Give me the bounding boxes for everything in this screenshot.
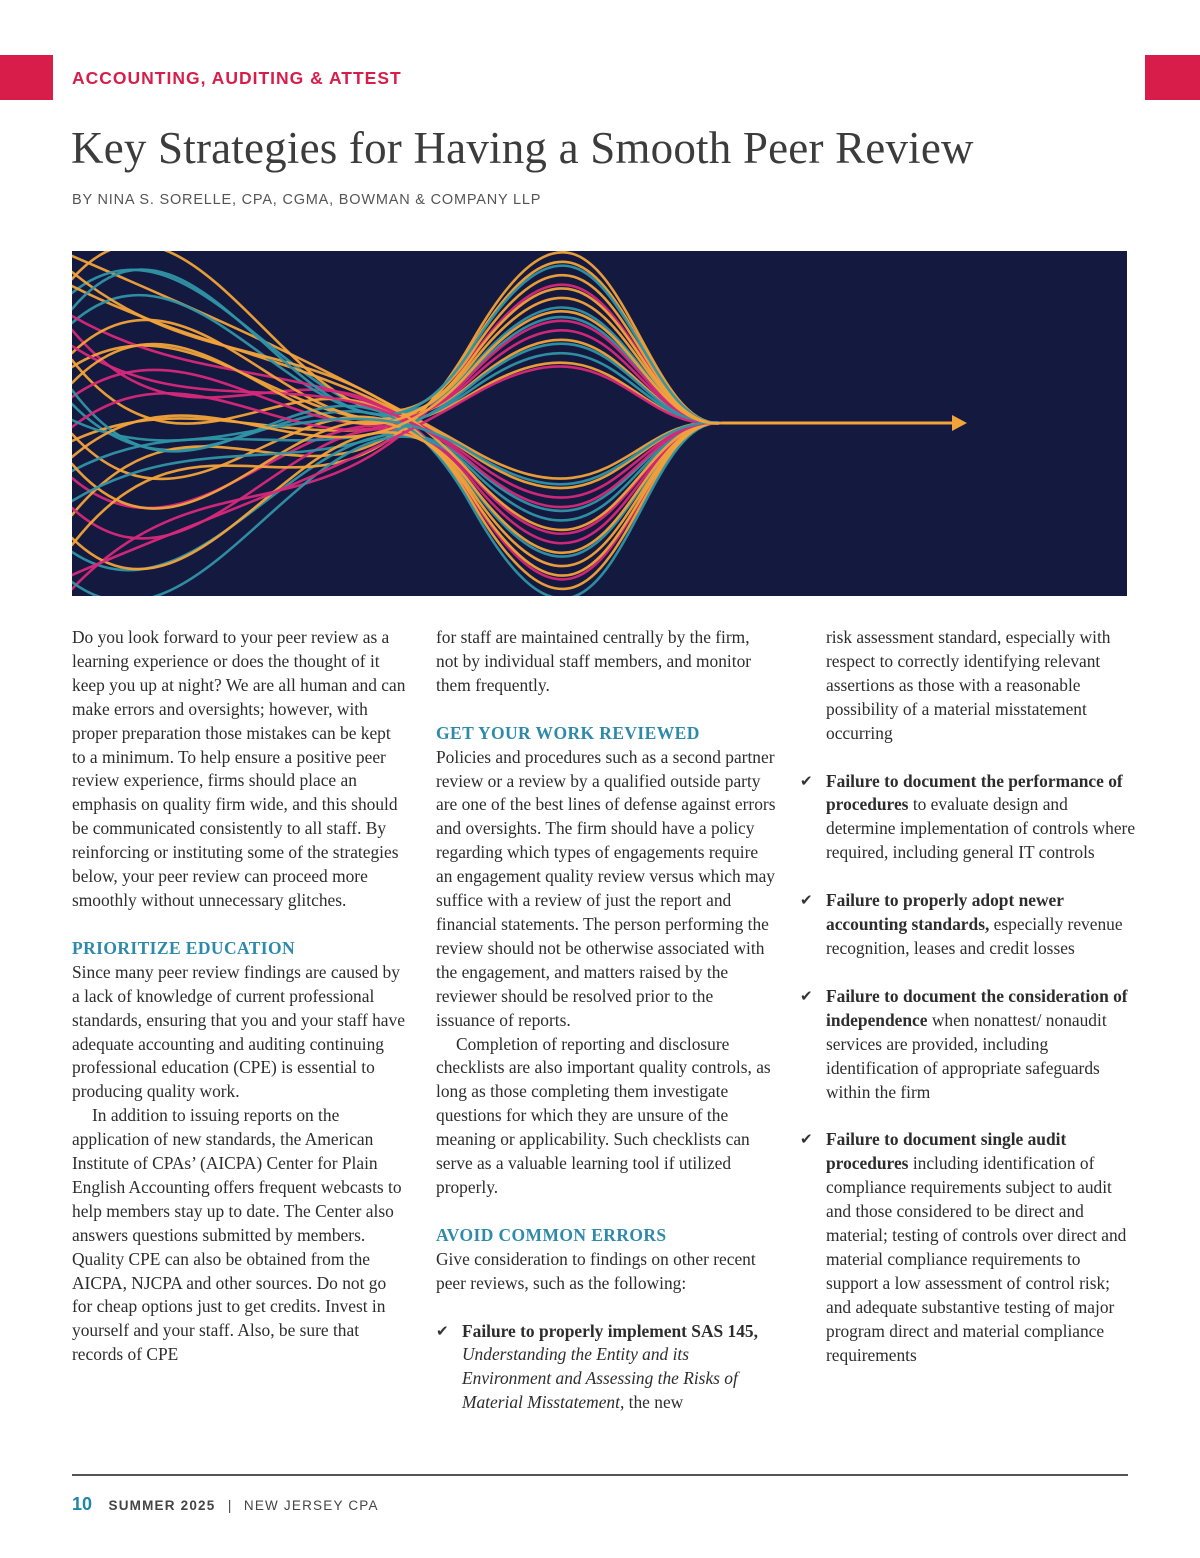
bullet-document-performance-bold: Failure to document the performance of procedures bbox=[826, 770, 1123, 815]
education-paragraph-1: Since many peer review findings are caused by a lack of knowledge of current professional standards, ensuring that you and your staff have adequate accounting and auditing continuing professional education (CPE) is essential to producing quality work. bbox=[72, 961, 405, 1102]
heading-avoid-common-errors: AVOID COMMON ERRORS bbox=[436, 1224, 667, 1245]
bullet-single-audit-bold: Failure to document single audit procedures bbox=[826, 1129, 1067, 1174]
check-icon: ✔ bbox=[800, 1130, 813, 1149]
check-icon: ✔ bbox=[436, 1321, 449, 1340]
hero-line bbox=[72, 421, 722, 575]
issue-label: SUMMER 2025 bbox=[108, 1498, 216, 1513]
intro-paragraph: Do you look forward to your peer review as a learning experience or does the thought of it keep you up at night? We are all human and can make errors and oversights; however, with proper preparation those mistakes can be kept to a minimum. To help ensure a positive peer review experience, firms should place an emphasis on quality firm wide, and this should be communicated consistently to all staff. By reinforcing or instituting some of the strategies below, your peer review can proceed more smoothly without unnecessary glitches. bbox=[72, 627, 406, 910]
hero-illustration bbox=[72, 251, 1127, 596]
footer-divider bbox=[72, 1474, 1128, 1476]
accent-tab-right bbox=[1145, 55, 1200, 100]
check-icon: ✔ bbox=[800, 891, 813, 910]
section-label: ACCOUNTING, AUDITING & ATTEST bbox=[72, 68, 402, 88]
publication-name: NEW JERSEY CPA bbox=[243, 1498, 379, 1513]
article-title: Key Strategies for Having a Smooth Peer Review bbox=[71, 123, 974, 173]
check-icon: ✔ bbox=[800, 986, 813, 1005]
bullet-sas-145-bold: Failure to properly implement SAS 145, bbox=[462, 1320, 758, 1341]
bullet-sas-145 bbox=[436, 1320, 776, 1416]
bullet-sas-145-text: the new bbox=[628, 1392, 684, 1413]
bullet-independence-text: when nonattest/ nonaudit services are provided, including identification of appropriate safeguards within the firm bbox=[826, 1009, 1107, 1102]
sas-145-continued: risk assessment standard, especially with respect to correctly identifying relevant assertions as those with a reasonable possibility of a material misstatement occurring bbox=[826, 627, 1111, 743]
bullet-document-performance bbox=[800, 770, 1136, 866]
bullet-adopt-standards-text: especially revenue recognition, leases and credit losses bbox=[826, 914, 1123, 958]
heading-prioritize-education: PRIORITIZE EDUCATION bbox=[72, 937, 296, 958]
column-1 bbox=[72, 626, 407, 1367]
bullet-sas-145-italic: Understanding the Entity and its Environment and Assessing the Risks of Material Misstatement, bbox=[462, 1344, 738, 1413]
bullet-single-audit bbox=[800, 1128, 1136, 1367]
column-2 bbox=[436, 626, 776, 1415]
errors-intro-paragraph: Give consideration to findings on other recent peer reviews, such as the following: bbox=[436, 1248, 756, 1293]
accent-tab-left bbox=[0, 55, 53, 100]
bullet-single-audit-text: including identification of compliance requirements subject to audit and those considered to be direct and material; testing of controls over direct and material compliance requirements to support a low assessment of control risk; and adequate substantive testing of major program direct and material compliance requirements bbox=[826, 1153, 1127, 1365]
cpe-continued-paragraph: for staff are maintained centrally by the firm, not by individual staff members, and monitor them frequently. bbox=[436, 627, 752, 695]
bullet-adopt-standards bbox=[800, 889, 1136, 961]
bullet-independence bbox=[800, 985, 1136, 1105]
column-3 bbox=[800, 626, 1136, 1367]
bullet-document-performance-text: to evaluate design and determine implementation of controls where required, including general IT controls bbox=[826, 794, 1136, 863]
heading-get-work-reviewed: GET YOUR WORK REVIEWED bbox=[436, 722, 700, 743]
check-icon: ✔ bbox=[800, 771, 813, 790]
byline: BY NINA S. SORELLE, CPA, CGMA, BOWMAN & COMPANY LLP bbox=[72, 192, 542, 208]
footer-separator: | bbox=[227, 1498, 232, 1513]
bullet-independence-bold: Failure to document the consideration of independence bbox=[826, 985, 1128, 1030]
bullet-adopt-standards-bold: Failure to properly adopt newer accounting standards, bbox=[826, 890, 1064, 935]
education-paragraph-2: In addition to issuing reports on the application of new standards, the American Institute of CPAs’ (AICPA) Center for Plain English Accounting offers frequent webcasts to help members stay up to date. The Center also answers questions submitted by members. Quality CPE can also be obtained from the AICPA, NJCPA and other sources. Do not go for cheap options just to get credits. Invest in yourself and your staff. Also, be sure that records of CPE bbox=[72, 1105, 402, 1365]
review-paragraph-1: Policies and procedures such as a second partner review or a review by a qualified outside party are one of the best lines of defense against errors and oversights. The firm should have a policy regarding which types of engagements require an engagement quality review versus which may suffice with a review of just the report and financial statements. The person performing the review should not be otherwise associated with the engagement, and matters raised by the reviewer should be resolved prior to the issuance of reports. bbox=[436, 746, 776, 1030]
review-paragraph-2: Completion of reporting and disclosure checklists are also important quality controls, as long as those completing them investigate questions for which they are unsure of the meaning or applicability. Such checklists can serve as a valuable learning tool if utilized properly. bbox=[436, 1033, 771, 1197]
hero-arrow-head bbox=[952, 415, 967, 431]
page-number: 10 bbox=[72, 1494, 93, 1514]
page-footer bbox=[72, 1494, 379, 1515]
converging-lines-graphic bbox=[72, 251, 1127, 596]
